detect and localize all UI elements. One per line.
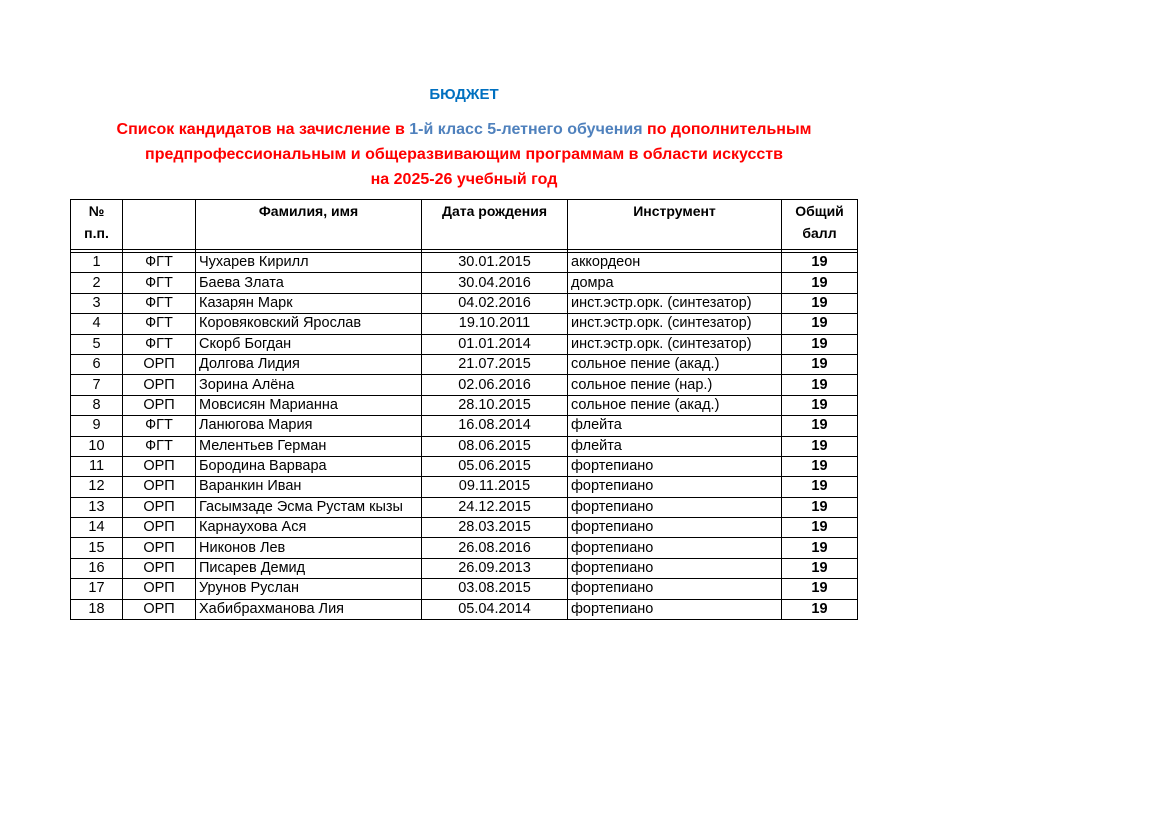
row-program: ОРП <box>123 579 196 599</box>
header-score-line-1: Общий <box>795 203 844 219</box>
heading-part-1: Список кандидатов на зачисление в <box>116 121 410 138</box>
row-instrument: фортепиано <box>568 456 782 476</box>
table-header <box>71 200 858 250</box>
row-number: 6 <box>71 354 123 374</box>
row-score: 19 <box>782 456 858 476</box>
row-name: Писарев Демид <box>196 558 422 578</box>
row-number: 11 <box>71 456 123 476</box>
row-instrument: аккордеон <box>568 253 782 273</box>
header-num-line-2: п.п. <box>84 225 109 241</box>
budget-label: БЮДЖЕТ <box>429 86 499 103</box>
row-number: 2 <box>71 273 123 293</box>
row-score: 19 <box>782 558 858 578</box>
row-instrument: фортепиано <box>568 477 782 497</box>
row-number: 9 <box>71 416 123 436</box>
row-program: ОРП <box>123 538 196 558</box>
row-program: ОРП <box>123 497 196 517</box>
row-birth-date: 16.08.2014 <box>422 416 568 436</box>
row-number: 15 <box>71 538 123 558</box>
row-number: 17 <box>71 579 123 599</box>
row-instrument: инст.эстр.орк. (синтезатор) <box>568 293 782 313</box>
row-program: ОРП <box>123 477 196 497</box>
row-number: 18 <box>71 599 123 619</box>
table-row <box>71 497 858 517</box>
row-program: ФГТ <box>123 293 196 313</box>
row-number: 5 <box>71 334 123 354</box>
row-program: ФГТ <box>123 416 196 436</box>
row-birth-date: 26.08.2016 <box>422 538 568 558</box>
row-score: 19 <box>782 293 858 313</box>
row-number: 13 <box>71 497 123 517</box>
row-program: ОРП <box>123 456 196 476</box>
row-instrument: фортепиано <box>568 518 782 538</box>
heading-line-1 <box>0 117 928 142</box>
header-program <box>123 200 196 250</box>
row-name: Мовсисян Марианна <box>196 395 422 415</box>
table-row <box>71 314 858 334</box>
document-heading <box>0 117 928 192</box>
row-score: 19 <box>782 599 858 619</box>
row-score: 19 <box>782 436 858 456</box>
heading-highlight: 1-й класс 5-летнего обучения <box>409 121 643 138</box>
row-birth-date: 26.09.2013 <box>422 558 568 578</box>
heading-line-3: на 2025-26 учебный год <box>370 171 558 188</box>
table-row <box>71 456 858 476</box>
row-instrument: сольное пение (акад.) <box>568 354 782 374</box>
row-name: Скорб Богдан <box>196 334 422 354</box>
table-body <box>71 250 858 620</box>
row-instrument: сольное пение (акад.) <box>568 395 782 415</box>
row-score: 19 <box>782 477 858 497</box>
row-instrument: флейта <box>568 436 782 456</box>
row-instrument: фортепиано <box>568 497 782 517</box>
row-score: 19 <box>782 375 858 395</box>
row-score: 19 <box>782 497 858 517</box>
row-birth-date: 09.11.2015 <box>422 477 568 497</box>
row-program: ФГТ <box>123 314 196 334</box>
row-instrument: фортепиано <box>568 599 782 619</box>
row-name: Ланюгова Мария <box>196 416 422 436</box>
row-score: 19 <box>782 354 858 374</box>
row-name: Долгова Лидия <box>196 354 422 374</box>
row-instrument: инст.эстр.орк. (синтезатор) <box>568 314 782 334</box>
row-score: 19 <box>782 518 858 538</box>
header-instrument: Инструмент <box>568 200 782 250</box>
row-name: Казарян Марк <box>196 293 422 313</box>
row-score: 19 <box>782 538 858 558</box>
row-instrument: флейта <box>568 416 782 436</box>
row-name: Урунов Руслан <box>196 579 422 599</box>
row-instrument: фортепиано <box>568 558 782 578</box>
row-instrument: домра <box>568 273 782 293</box>
heading-part-2: по дополнительным <box>642 121 812 138</box>
table-row <box>71 293 858 313</box>
row-name: Никонов Лев <box>196 538 422 558</box>
table-row <box>71 253 858 273</box>
row-name: Карнаухова Ася <box>196 518 422 538</box>
row-birth-date: 03.08.2015 <box>422 579 568 599</box>
row-instrument: фортепиано <box>568 579 782 599</box>
row-name: Чухарев Кирилл <box>196 253 422 273</box>
row-instrument: фортепиано <box>568 538 782 558</box>
header-birth-date: Дата рождения <box>422 200 568 250</box>
table-row <box>71 599 858 619</box>
row-birth-date: 01.01.2014 <box>422 334 568 354</box>
row-birth-date: 05.04.2014 <box>422 599 568 619</box>
header-score-line-2: балл <box>802 225 837 241</box>
row-number: 14 <box>71 518 123 538</box>
row-program: ФГТ <box>123 334 196 354</box>
row-birth-date: 24.12.2015 <box>422 497 568 517</box>
table-row <box>71 579 858 599</box>
row-program: ОРП <box>123 354 196 374</box>
row-name: Баева Злата <box>196 273 422 293</box>
row-score: 19 <box>782 253 858 273</box>
row-name: Варанкин Иван <box>196 477 422 497</box>
row-name: Коровяковский Ярослав <box>196 314 422 334</box>
row-birth-date: 05.06.2015 <box>422 456 568 476</box>
row-number: 8 <box>71 395 123 415</box>
row-name: Бородина Варвара <box>196 456 422 476</box>
candidates-table <box>70 199 858 620</box>
row-score: 19 <box>782 273 858 293</box>
table-row <box>71 273 858 293</box>
row-number: 4 <box>71 314 123 334</box>
table-row <box>71 375 858 395</box>
row-number: 3 <box>71 293 123 313</box>
row-program: ФГТ <box>123 253 196 273</box>
row-score: 19 <box>782 314 858 334</box>
table-row <box>71 518 858 538</box>
row-score: 19 <box>782 416 858 436</box>
row-birth-date: 04.02.2016 <box>422 293 568 313</box>
header-num <box>71 200 123 250</box>
row-birth-date: 19.10.2011 <box>422 314 568 334</box>
table-row <box>71 416 858 436</box>
row-birth-date: 08.06.2015 <box>422 436 568 456</box>
row-program: ФГТ <box>123 436 196 456</box>
header-score <box>782 200 858 250</box>
row-name: Мелентьев Герман <box>196 436 422 456</box>
table-row <box>71 395 858 415</box>
row-score: 19 <box>782 579 858 599</box>
header-row <box>71 200 858 250</box>
table-row <box>71 436 858 456</box>
header-num-line-1: № <box>88 203 105 219</box>
row-instrument: инст.эстр.орк. (синтезатор) <box>568 334 782 354</box>
table-row <box>71 477 858 497</box>
row-number: 16 <box>71 558 123 578</box>
row-name: Зорина Алёна <box>196 375 422 395</box>
table-row <box>71 538 858 558</box>
row-name: Хабибрахманова Лия <box>196 599 422 619</box>
row-program: ОРП <box>123 599 196 619</box>
row-program: ОРП <box>123 375 196 395</box>
row-birth-date: 30.01.2015 <box>422 253 568 273</box>
table-row <box>71 334 858 354</box>
row-birth-date: 30.04.2016 <box>422 273 568 293</box>
row-birth-date: 21.07.2015 <box>422 354 568 374</box>
heading-line-2: предпрофессиональным и общеразвивающим программам в области искусств <box>145 146 783 163</box>
row-program: ФГТ <box>123 273 196 293</box>
row-number: 7 <box>71 375 123 395</box>
row-birth-date: 02.06.2016 <box>422 375 568 395</box>
row-program: ОРП <box>123 518 196 538</box>
row-score: 19 <box>782 334 858 354</box>
row-program: ОРП <box>123 558 196 578</box>
row-instrument: сольное пение (нар.) <box>568 375 782 395</box>
header-name: Фамилия, имя <box>196 200 422 250</box>
table-row <box>71 558 858 578</box>
row-score: 19 <box>782 395 858 415</box>
row-birth-date: 28.03.2015 <box>422 518 568 538</box>
row-number: 1 <box>71 253 123 273</box>
table-row <box>71 354 858 374</box>
row-number: 12 <box>71 477 123 497</box>
row-number: 10 <box>71 436 123 456</box>
row-birth-date: 28.10.2015 <box>422 395 568 415</box>
row-program: ОРП <box>123 395 196 415</box>
row-name: Гасымзаде Эсма Рустам кызы <box>196 497 422 517</box>
